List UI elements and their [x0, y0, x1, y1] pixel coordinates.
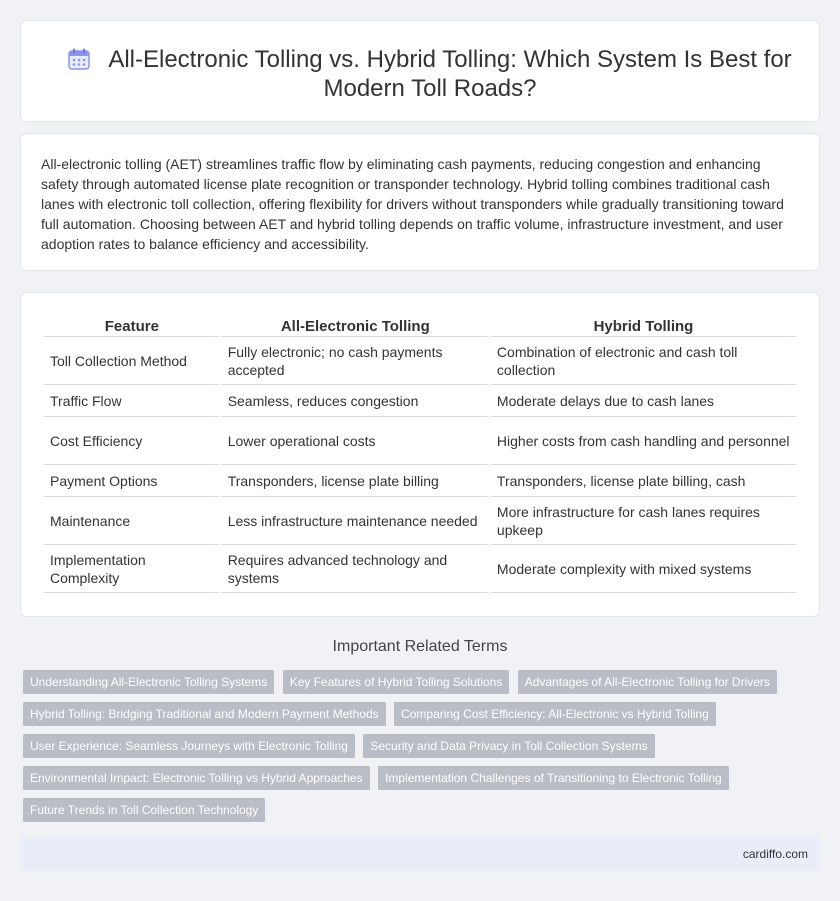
table-cell: Higher costs from cash handling and personnel	[491, 417, 796, 465]
table-cell: Lower operational costs	[222, 417, 489, 465]
footer	[20, 837, 820, 871]
table-cell: Seamless, reduces congestion	[222, 385, 489, 417]
table-cell: Traffic Flow	[44, 385, 220, 417]
table-cell: Cost Efficiency	[44, 417, 220, 465]
header-aet: All-Electronic Tolling	[222, 316, 489, 337]
related-term-tag[interactable]: Implementation Challenges of Transitioning to Electronic Tolling	[378, 766, 729, 790]
table-cell: Toll Collection Method	[44, 337, 220, 385]
related-term-tag[interactable]: Understanding All-Electronic Tolling Systems	[23, 670, 274, 694]
table-row	[44, 417, 796, 465]
header-feature: Feature	[44, 316, 220, 337]
header-hybrid: Hybrid Tolling	[491, 316, 796, 337]
related-term-tag[interactable]: User Experience: Seamless Journeys with Electronic Tolling	[23, 734, 355, 758]
comparison-card	[20, 292, 820, 617]
table-row	[44, 545, 796, 593]
page-title-text: All-Electronic Tolling vs. Hybrid Tolling: Which System Is Best for Modern Toll Roads?	[108, 46, 792, 102]
table-row	[44, 465, 796, 497]
table-cell: More infrastructure for cash lanes requires upkeep	[491, 497, 796, 545]
table-cell: Payment Options	[44, 465, 220, 497]
related-term-tag[interactable]: Environmental Impact: Electronic Tolling vs Hybrid Approaches	[23, 766, 370, 790]
footer-site-link[interactable]: cardiffo.com	[742, 847, 808, 861]
title-card	[20, 20, 820, 122]
related-terms-heading: Important Related Terms	[332, 638, 508, 655]
table-cell: Combination of electronic and cash toll collection	[491, 337, 796, 385]
intro-card	[20, 133, 820, 271]
calendar-icon	[68, 48, 90, 70]
related-term-tag[interactable]: Future Trends in Toll Collection Technology	[23, 798, 265, 822]
table-cell: Maintenance	[44, 497, 220, 545]
table-cell: Moderate delays due to cash lanes	[491, 385, 796, 417]
table-cell: Less infrastructure maintenance needed	[222, 497, 489, 545]
table-cell: Transponders, license plate billing, cash	[491, 465, 796, 497]
page-title	[61, 45, 799, 103]
related-terms-list	[23, 670, 823, 830]
table-row	[44, 497, 796, 545]
table-cell: Fully electronic; no cash payments accepted	[222, 337, 489, 385]
table-cell: Transponders, license plate billing	[222, 465, 489, 497]
table-cell: Moderate complexity with mixed systems	[491, 545, 796, 593]
table-row	[44, 385, 796, 417]
table-row	[44, 337, 796, 385]
table-cell: Implementation Complexity	[44, 545, 220, 593]
related-term-tag[interactable]: Hybrid Tolling: Bridging Traditional and Modern Payment Methods	[23, 702, 386, 726]
comparison-table	[42, 316, 798, 593]
table-cell: Requires advanced technology and systems	[222, 545, 489, 593]
related-term-tag[interactable]: Comparing Cost Efficiency: All-Electronic vs Hybrid Tolling	[394, 702, 716, 726]
related-term-tag[interactable]: Key Features of Hybrid Tolling Solutions	[283, 670, 510, 694]
related-term-tag[interactable]: Security and Data Privacy in Toll Collection Systems	[363, 734, 654, 758]
table-header-row	[44, 316, 796, 337]
related-term-tag[interactable]: Advantages of All-Electronic Tolling for Drivers	[518, 670, 777, 694]
intro-paragraph: All-electronic tolling (AET) streamlines traffic flow by eliminating cash payments, reducing congestion and enhancing safety through automated license plate recognition or transponder technology. Hybrid tolling combines traditional cash lanes with electronic toll collection, offering flexibility for drivers without transponders while gradually transitioning toward full automation. Choosing between AET and hybrid tolling depends on traffic volume, infrastructure investment, and user adoption rates to balance efficiency and accessibility.	[41, 156, 784, 252]
